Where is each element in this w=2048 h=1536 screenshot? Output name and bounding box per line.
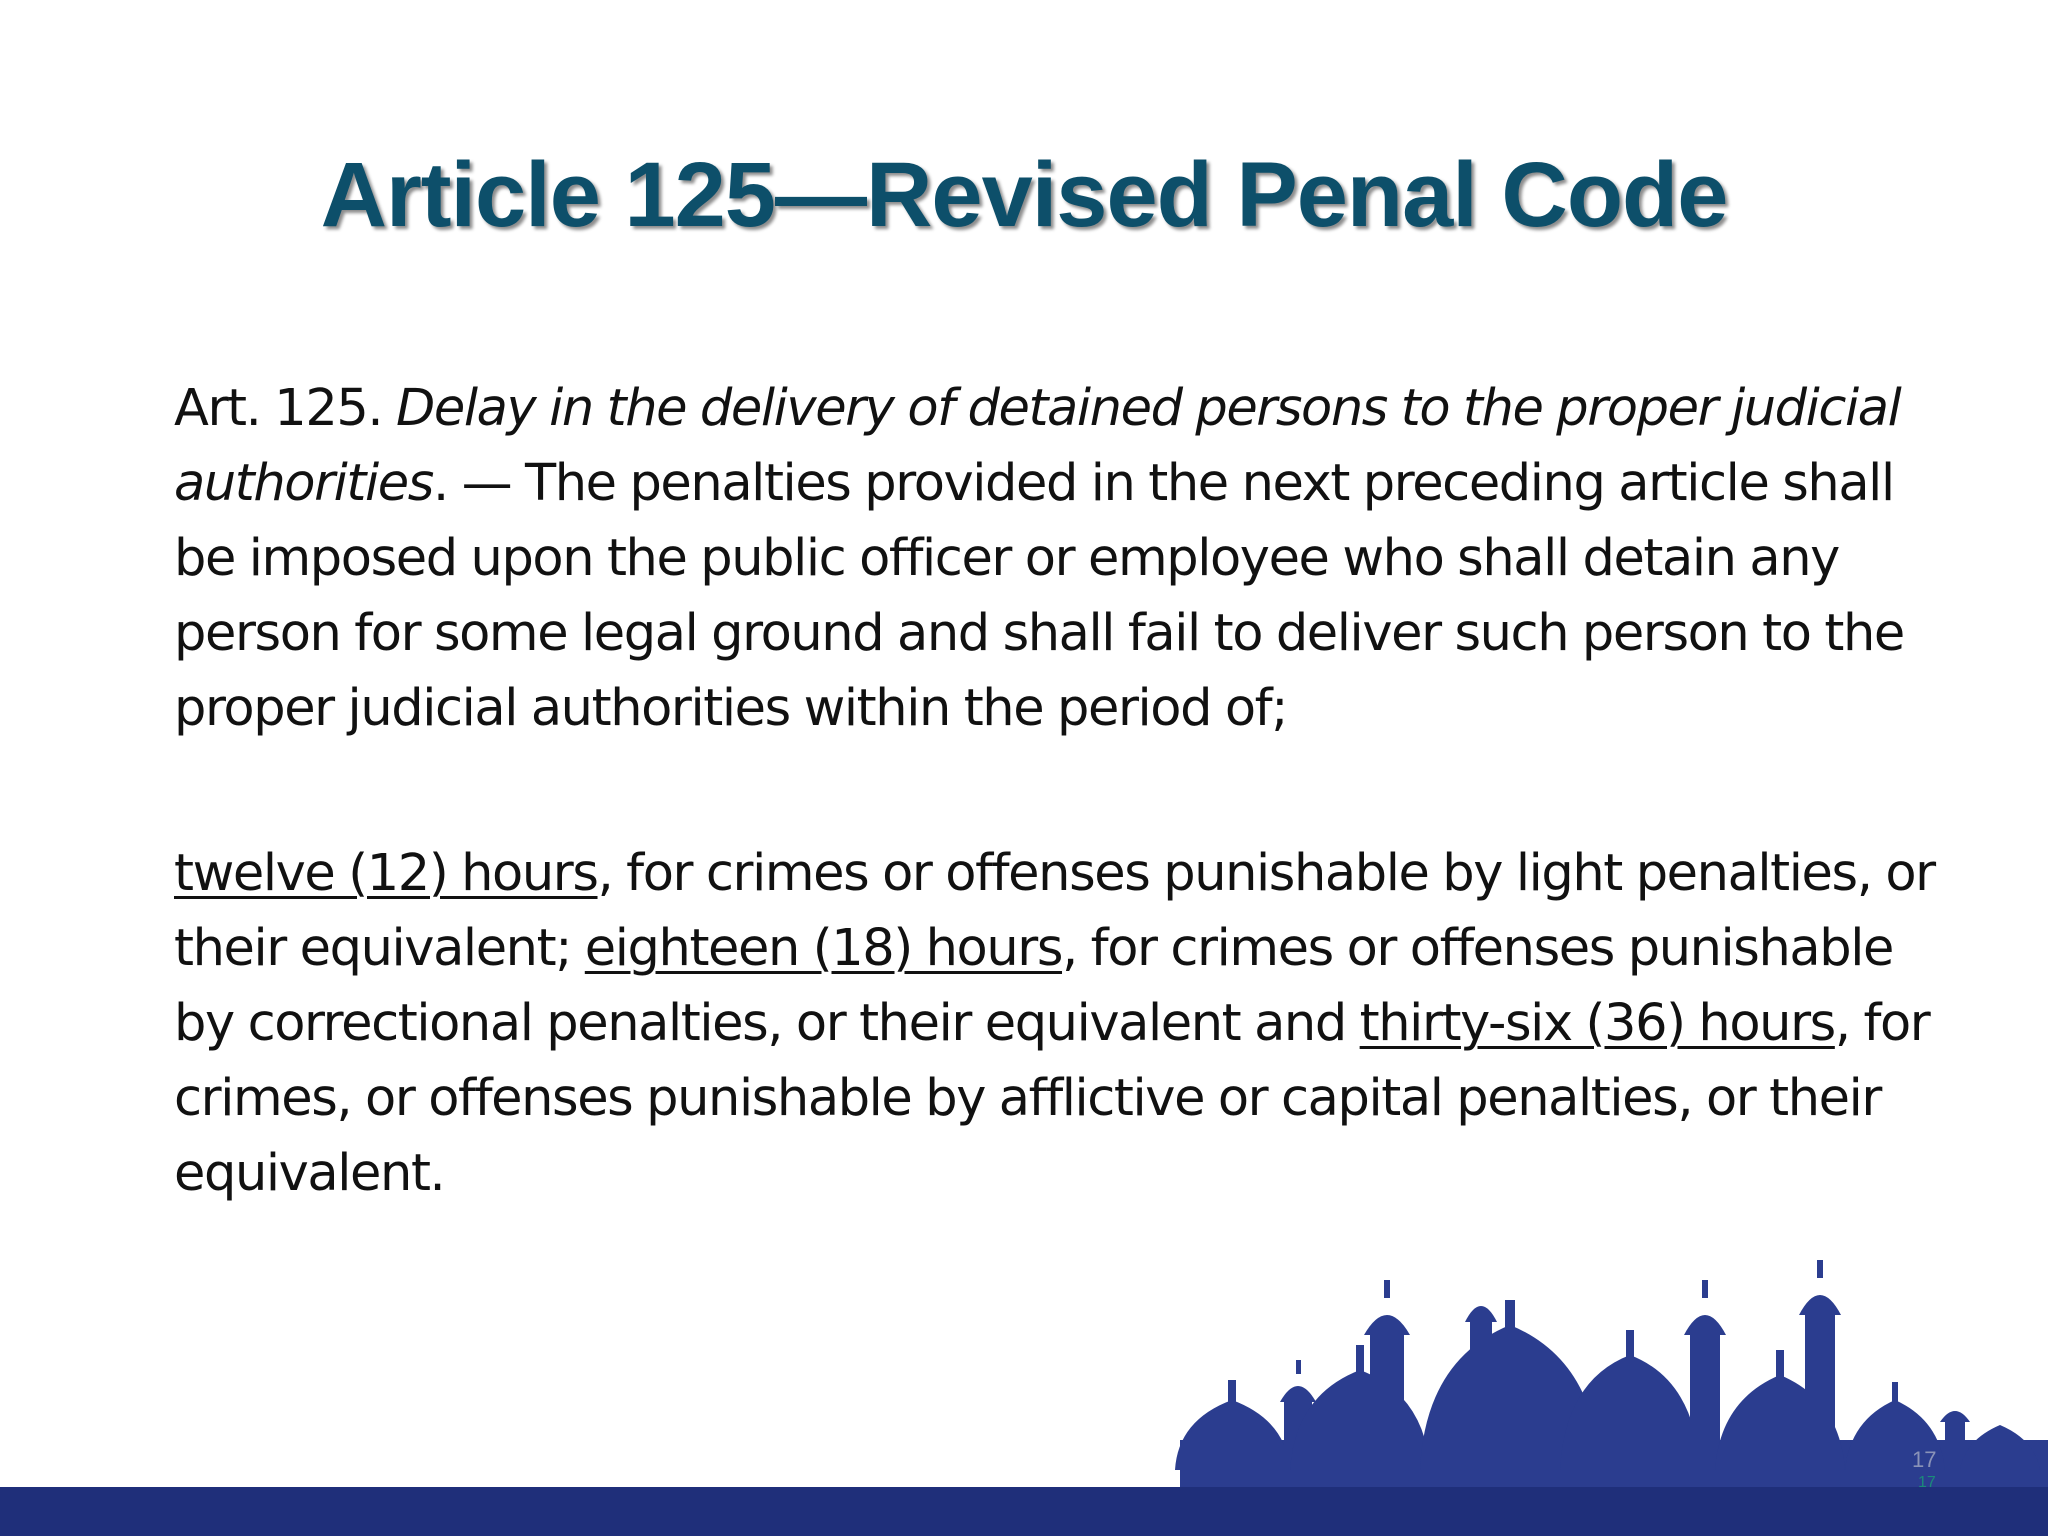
article-lead: Art. 125. (174, 379, 397, 438)
period-thirty-six-hours: thirty-six (36) hours (1359, 994, 1835, 1053)
page-number: 17 (1912, 1447, 1937, 1472)
period-text-2: , for crimes or offenses punishable by correctional penalties, or their equivalent and (174, 919, 1893, 1053)
article-paragraph (174, 371, 1954, 746)
slide-title: Article 125—Revised Penal Code (320, 144, 1728, 246)
article-heading-italic: Delay in the delivery of detained persons to the proper judicial authorities (174, 379, 1901, 513)
period-text-3: , for crimes, or offenses punishable by afflictive or capital penalties, or their equivalent. (174, 994, 1930, 1203)
period-text-1: , for crimes or offenses punishable by light penalties, or their equivalent; (174, 844, 1935, 978)
period-eighteen-hours: eighteen (18) hours (584, 919, 1063, 978)
period-twelve-hours: twelve (12) hours (174, 844, 598, 903)
periods-paragraph (174, 836, 1954, 1211)
page-number-sub: 17 (1918, 1474, 1936, 1491)
article-body: . — The penalties provided in the next preceding article shall be imposed upon the public officer or employee who shall detain any person for some legal ground and shall fail to deliver such person to the proper judicial authorities within the period of; (174, 454, 1904, 738)
